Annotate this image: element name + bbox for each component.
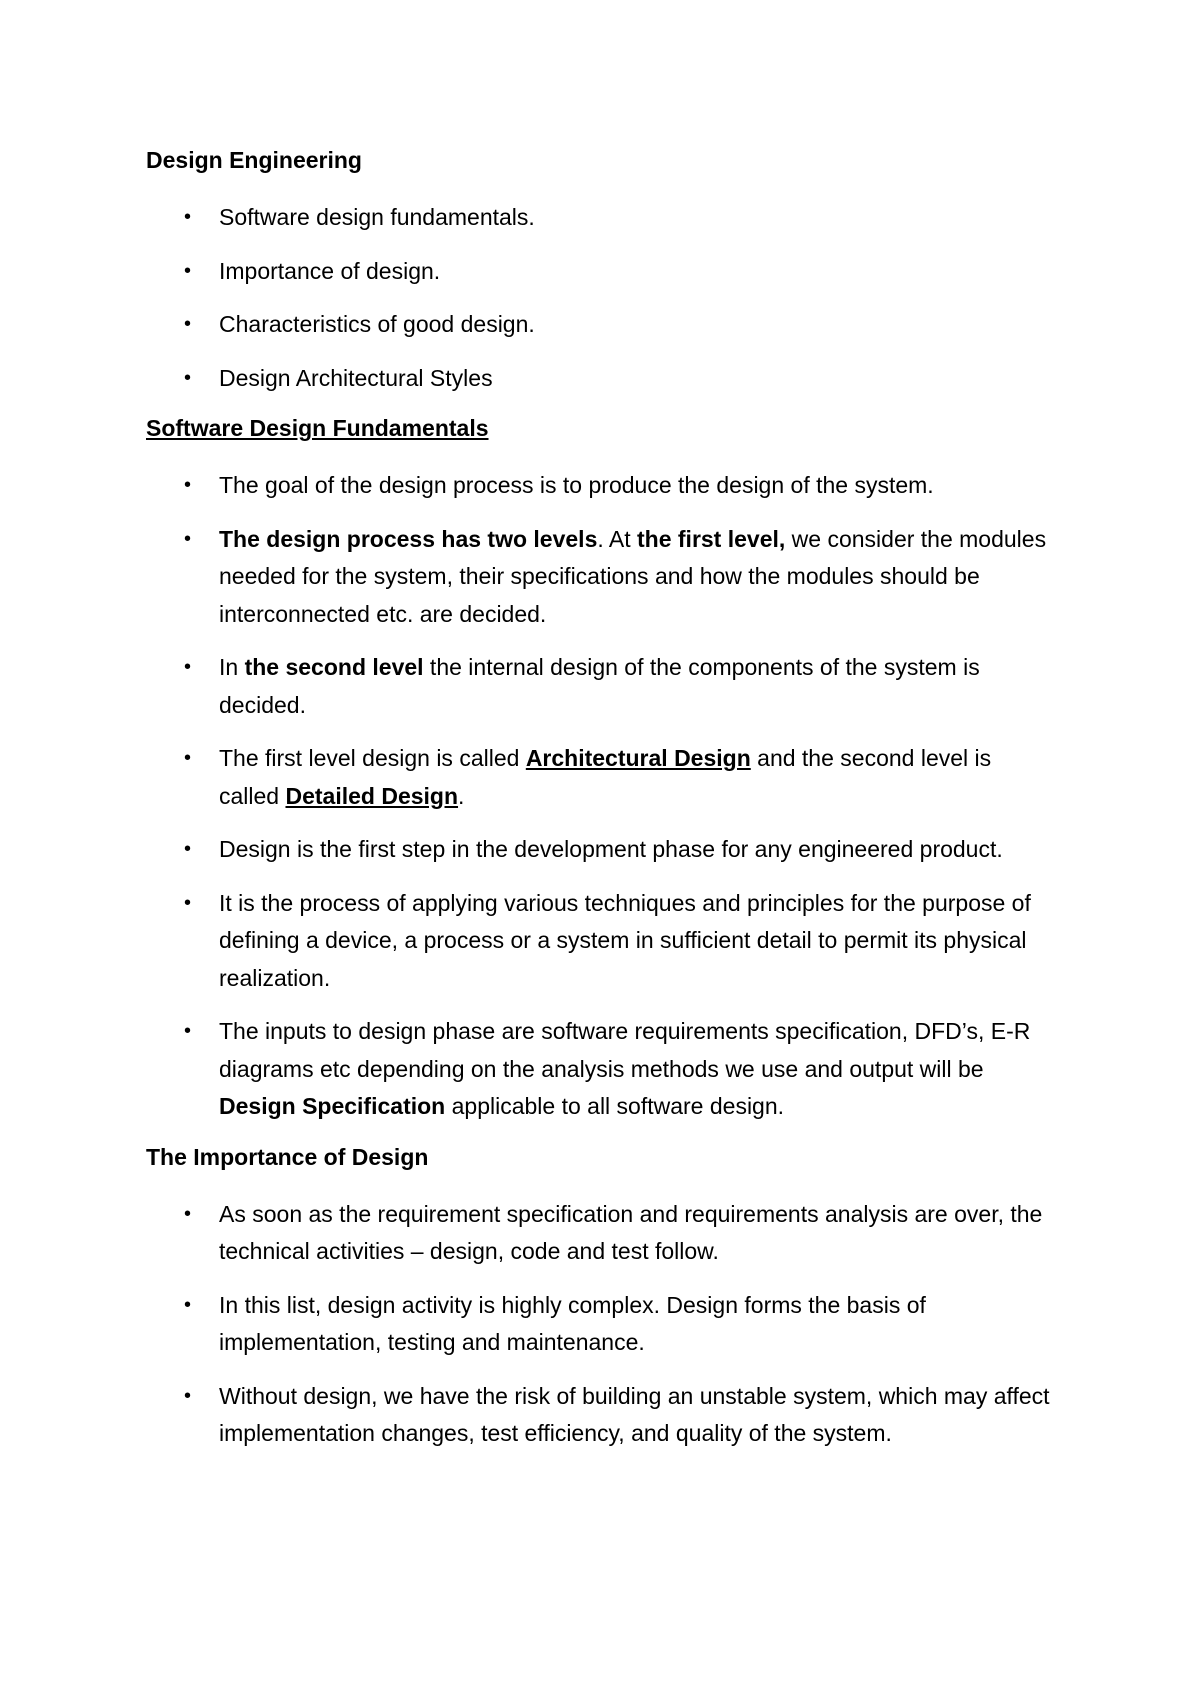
term-design-specification: Design Specification — [219, 1093, 446, 1119]
list-item: • The design process has two levels. At the first level, we consider the modules needed for the system, their specifications and how the modules should be interconnected etc. are decided. — [146, 521, 1050, 634]
bullet: • — [184, 366, 192, 389]
bullet: • — [184, 1202, 192, 1225]
bullet: • — [184, 838, 192, 860]
list-item: • As soon as the requirement specification and requirements analysis are over, the technical activities – design, code and test follow. — [146, 1196, 1050, 1271]
topics-list — [146, 199, 1050, 397]
fundamentals-list — [146, 467, 1050, 1126]
list-item: • Characteristics of good design. — [146, 306, 1050, 344]
bullet: • — [184, 656, 192, 678]
list-item: • Without design, we have the risk of building an unstable system, which may affect implementation changes, test efficiency, and quality of the system. — [146, 1378, 1050, 1453]
bullet: • — [184, 747, 192, 769]
list-item: • Software design fundamentals. — [146, 199, 1050, 237]
bullet: • — [184, 527, 192, 550]
bullet: • — [184, 259, 192, 282]
heading-software-design-fundamentals: Software Design Fundamentals — [146, 415, 489, 441]
term-detailed-design: Detailed Design — [285, 782, 459, 809]
term-architectural-design: Architectural Design — [525, 745, 751, 771]
list-item: • In the second level the internal design of the components of the system is decided. — [146, 649, 1050, 724]
bullet: • — [184, 206, 192, 228]
bullet: • — [184, 1384, 192, 1407]
heading-importance-of-design: The Importance of Design — [146, 1143, 429, 1170]
heading-design-engineering: Design Engineering — [146, 147, 362, 173]
importance-list — [146, 1196, 1050, 1453]
bullet: • — [184, 891, 192, 914]
list-item: • Design is the first step in the development phase for any engineered product. — [146, 831, 1050, 869]
bullet: • — [184, 474, 192, 496]
list-item: • Design Architectural Styles — [146, 360, 1050, 398]
bullet: • — [184, 1293, 192, 1316]
bullet: • — [184, 313, 192, 335]
list-item: • The inputs to design phase are software requirements specification, DFD’s, E-R diagrams etc depending on the analysis methods we use and output will be Design Specification applicable to all software design. — [146, 1013, 1050, 1126]
list-item: • In this list, design activity is highly complex. Design forms the basis of implementation, testing and maintenance. — [146, 1287, 1050, 1362]
list-item: • The goal of the design process is to produce the design of the system. — [146, 467, 1050, 505]
bullet: • — [184, 1020, 192, 1042]
list-item: • The first level design is called Architectural Design and the second level is called Detailed Design. — [146, 740, 1050, 815]
list-item: • Importance of design. — [146, 253, 1050, 291]
list-item: • It is the process of applying various techniques and principles for the purpose of defining a device, a process or a system in sufficient detail to permit its physical realization. — [146, 885, 1050, 998]
